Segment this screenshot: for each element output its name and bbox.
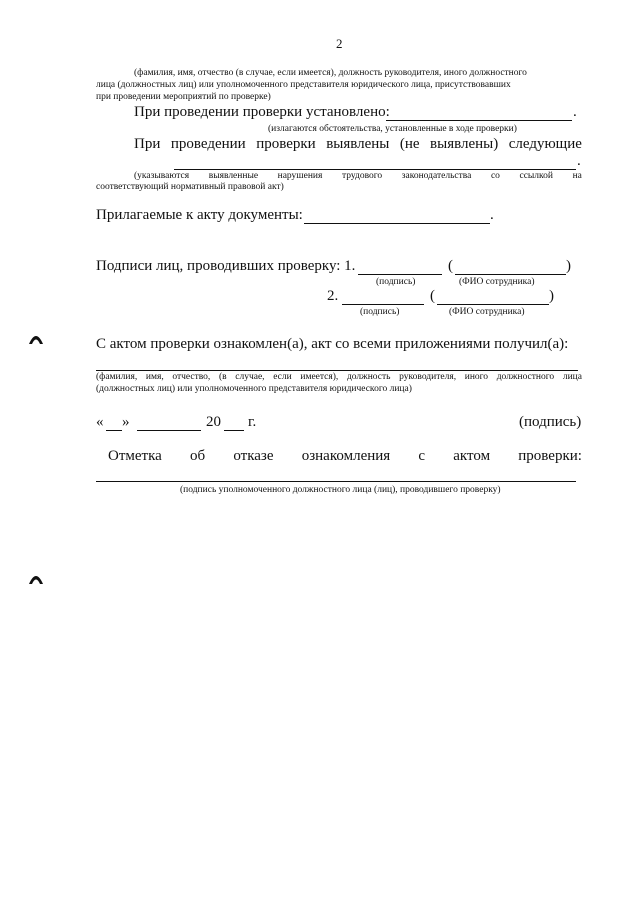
refusal-word: Отметка (108, 448, 162, 464)
day-field-line[interactable] (106, 430, 122, 431)
acquainted-note-word: (в (218, 372, 227, 382)
acquainted-note-line2: (должностных лиц) или уполномоченного представителя юридического лица) (96, 384, 412, 394)
violations-word: (не (399, 136, 420, 152)
fio2-close-paren: ) (549, 288, 554, 304)
acquainted-note-word: руководителя, (399, 372, 457, 382)
year-prefix: 20 (206, 414, 221, 430)
rep-note-line1: (фамилия, имя, отчество (в случае, если имеется), должность руководителя, иного должностного (134, 68, 527, 78)
signature2-number: 2. (327, 288, 339, 304)
violations-note-word: нарушения (277, 171, 323, 181)
refusal-line (108, 448, 582, 465)
signature1-field-line[interactable] (358, 274, 442, 275)
year-field-line[interactable] (224, 430, 244, 431)
fio1-close-paren: ) (566, 258, 571, 274)
violations-note-line1 (134, 171, 582, 181)
fio1-caption: (ФИО сотрудника) (459, 277, 535, 287)
violations-word: При (134, 136, 161, 152)
acquainted-note-word: должностного (496, 372, 555, 382)
established-label: При проведении проверки установлено: (134, 104, 390, 120)
violations-note-word: ссылкой (519, 171, 554, 181)
acquainted-note-word: отчество, (172, 372, 211, 382)
year-suffix: г. (248, 414, 257, 430)
rep-note-line3: при проведении мероприятий по проверке) (96, 92, 271, 102)
violations-note-word: (указываются (134, 171, 190, 181)
page-number: 2 (336, 36, 343, 51)
month-field-line[interactable] (137, 430, 201, 431)
acquainted-field-line[interactable] (96, 370, 578, 371)
violations-note-word: законодательства (401, 171, 472, 181)
established-note: (излагаются обстоятельства, установленные в ходе проверки) (268, 124, 517, 134)
acquainted-note-word: имя, (145, 372, 164, 382)
refusal-word: проверки: (518, 448, 582, 464)
violations-word: выявлены (326, 136, 390, 152)
acquainted-note-word: (фамилия, (96, 372, 138, 382)
violations-line1 (134, 136, 582, 153)
violations-word: проведении (170, 136, 246, 152)
fio1-field-line[interactable] (455, 274, 566, 275)
acquainted-note-word: имеется), (300, 372, 339, 382)
violations-note-word: трудового (341, 171, 383, 181)
date-signature-label: (подпись) (519, 414, 582, 430)
signature2-field-line[interactable] (342, 304, 424, 305)
acquainted-note-word: лица (562, 372, 582, 382)
rep-note-line2: лица (должностных лиц) или уполномоченного представителя юридического лица, присутствовавших (96, 80, 511, 90)
punch-hole-icon (28, 570, 44, 586)
established-field-line[interactable] (386, 120, 572, 121)
violations-word: выявлены) (430, 136, 499, 152)
refusal-field-line[interactable] (96, 481, 576, 482)
acquainted-note-word: должность (346, 372, 391, 382)
violations-end: . (577, 153, 581, 169)
acquainted-note-word: если (273, 372, 292, 382)
violations-word: проверки (256, 136, 316, 152)
punch-hole-icon (28, 330, 44, 346)
acquainted-note-line1 (96, 372, 582, 382)
refusal-note: (подпись уполномоченного должностного лица (лиц), проводившего проверку) (180, 485, 501, 495)
acquainted-note-word: случае, (235, 372, 265, 382)
violations-note-word: со (490, 171, 500, 181)
signature1-caption: (подпись) (376, 277, 416, 287)
refusal-word: об (190, 448, 206, 464)
fio2-caption: (ФИО сотрудника) (449, 307, 525, 317)
violations-note-word: на (572, 171, 582, 181)
refusal-word: отказе (233, 448, 274, 464)
established-end: . (573, 104, 577, 120)
fio1-open-paren: ( (448, 258, 453, 274)
date-close-quote: » (122, 414, 130, 430)
fio2-field-line[interactable] (437, 304, 549, 305)
violations-word: следующие (508, 136, 582, 152)
refusal-word: актом (453, 448, 491, 464)
violations-field-line[interactable] (174, 169, 576, 170)
fio2-open-paren: ( (430, 288, 435, 304)
violations-note-line2: соответствующий нормативный правовой акт) (96, 182, 284, 192)
refusal-word: ознакомления (301, 448, 391, 464)
refusal-word: с (418, 448, 426, 464)
attached-end: . (490, 207, 494, 223)
acquainted-label: С актом проверки ознакомлен(а), акт со всеми приложениями получил(а): (96, 336, 569, 352)
attached-field-line[interactable] (304, 223, 490, 224)
signatures-label: Подписи лиц, проводивших проверку: 1. (96, 258, 356, 274)
violations-note-word: выявленные (208, 171, 259, 181)
attached-label: Прилагаемые к акту документы: (96, 207, 303, 223)
date-open-quote: « (96, 414, 104, 430)
signature2-caption: (подпись) (360, 307, 400, 317)
acquainted-note-word: иного (464, 372, 489, 382)
